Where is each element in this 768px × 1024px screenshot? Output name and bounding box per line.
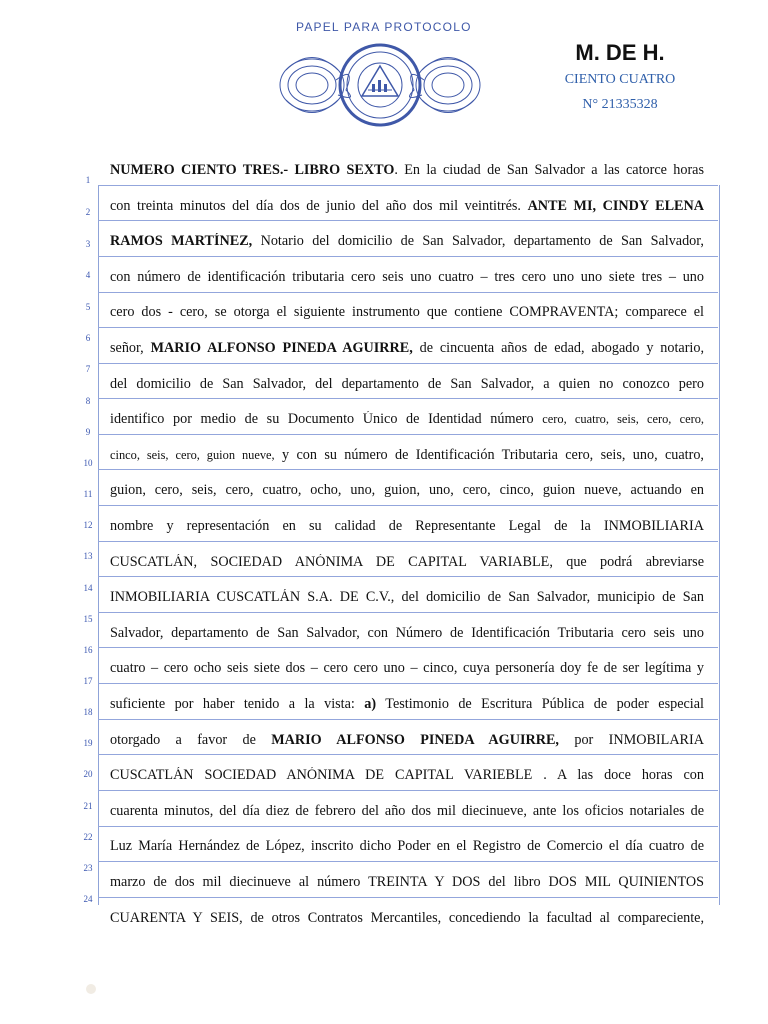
line-number: 12 xyxy=(83,520,93,530)
body-text: CUSCATLÁN, SOCIEDAD ANÓNIMA DE CAPITAL VARIABLE, que podrá abreviarse xyxy=(110,553,704,570)
body-text: Salvador, departamento de San Salvador, con Número de Identificación Tributaria cero seis uno xyxy=(110,624,704,641)
paper-title: PAPEL PARA PROTOCOLO xyxy=(296,20,472,34)
serial-number: N° 21335328 xyxy=(582,97,658,112)
body-text: Luz María Hernández de López, inscrito dicho Poder en el Registro de Comercio el día cuatro de xyxy=(110,838,704,855)
line-number: 4 xyxy=(85,270,91,280)
line-number: 7 xyxy=(85,364,91,374)
text-line xyxy=(110,482,704,498)
text-line xyxy=(110,625,704,641)
ruled-line xyxy=(98,790,718,791)
text-line xyxy=(110,233,704,249)
text-line xyxy=(110,447,704,463)
body-text: por INMOBILARIA xyxy=(558,731,704,748)
ruled-line xyxy=(98,185,718,186)
text-line xyxy=(110,589,704,605)
ruled-line xyxy=(98,398,718,399)
body-text: INMOBILIARIA CUSCATLÁN S.A. DE C.V., del domicilio de San Salvador, municipio de San xyxy=(110,589,704,606)
ruled-line xyxy=(98,826,718,827)
bold-text: MARIO ALFONSO PINEDA AGUIRRE, xyxy=(150,340,413,356)
text-line xyxy=(110,874,704,890)
ruled-line xyxy=(98,754,718,755)
text-line xyxy=(110,767,704,783)
text-line xyxy=(110,803,704,819)
line-number: 22 xyxy=(83,832,93,842)
body-text: otorgado a favor de xyxy=(110,731,272,748)
text-line xyxy=(110,340,704,356)
ruled-line xyxy=(98,612,718,613)
text-line xyxy=(110,554,704,570)
body-text: . En la ciudad de San Salvador a las catorce horas xyxy=(394,162,704,178)
line-number: 13 xyxy=(83,551,93,561)
body-text: cero, cuatro, seis, cero, cero, xyxy=(542,412,704,427)
body-text: nombre y representación en su calidad de Representante Legal de la INMOBILIARIA xyxy=(110,518,704,534)
coat-of-arms-seal-icon xyxy=(276,40,484,130)
text-line xyxy=(110,838,704,854)
text-line xyxy=(110,198,704,214)
text-line xyxy=(110,660,704,676)
body-text: cuarenta minutos, del día diez de febrero del año dos mil diecinueve, ante los oficios notariales de xyxy=(110,802,704,819)
body-text: cinco, seis, cero, guion nueve, xyxy=(110,447,275,462)
body-text: cero dos - cero, se otorga el siguiente instrumento que contiene COMPRAVENTA; comparece el xyxy=(110,304,704,321)
ruled-line xyxy=(98,541,718,542)
ruled-line xyxy=(98,363,718,364)
ruled-line xyxy=(98,327,718,328)
text-line xyxy=(110,696,704,712)
stain-mark xyxy=(86,984,96,994)
ruled-line xyxy=(98,683,718,684)
text-line xyxy=(110,910,704,926)
body-text: señor, xyxy=(110,340,151,356)
text-line xyxy=(110,518,704,534)
line-number: 3 xyxy=(85,239,91,249)
body-text: con treinta minutos del día dos de junio del año dos mil veintitrés. xyxy=(110,197,528,214)
line-number: 19 xyxy=(83,738,93,748)
text-line xyxy=(110,376,704,392)
ruled-line xyxy=(98,505,718,506)
line-number: 1 xyxy=(85,175,91,185)
bold-text: RAMOS MARTÍNEZ, xyxy=(110,233,253,250)
line-number: 9 xyxy=(85,427,91,437)
ruled-line xyxy=(98,897,718,898)
text-line xyxy=(110,732,704,748)
text-line xyxy=(110,411,704,427)
body-text: de cincuenta años de edad, abogado y notario, xyxy=(412,340,704,356)
ruled-line xyxy=(98,861,718,862)
body-text: guion, cero, seis, cero, cuatro, ocho, uno, guion, uno, cero, cinco, guion nueve, actuando en xyxy=(110,482,704,499)
bold-text: a) xyxy=(364,696,377,712)
line-number: 10 xyxy=(83,458,93,468)
ruled-line xyxy=(98,647,718,648)
ruled-line xyxy=(98,719,718,720)
ruled-line xyxy=(98,256,718,257)
bold-text: NUMERO CIENTO TRES.- LIBRO SEXTO xyxy=(110,162,395,178)
body-text: Notario del domicilio de San Salvador, departamento de San Salvador, xyxy=(252,233,704,250)
line-number: 11 xyxy=(83,489,93,499)
body-text: del domicilio de San Salvador, del departamento de San Salvador, a quien no conozco pero xyxy=(110,375,704,392)
body-text: marzo de dos mil diecinueve al número TREINTA Y DOS del libro DOS MIL QUINIENTOS xyxy=(110,874,704,890)
ruled-line xyxy=(98,292,718,293)
text-line xyxy=(110,162,704,178)
line-number: 2 xyxy=(85,207,91,217)
line-number: 23 xyxy=(83,863,93,873)
ruled-line xyxy=(98,220,718,221)
body-text: Testimonio de Escritura Pública de poder especial xyxy=(376,696,704,712)
body-text: y con su número de Identificación Tributaria cero, seis, uno, cuatro, xyxy=(274,446,704,463)
body-text: cuatro – cero ocho seis siete dos – cero cero uno – cinco, cuya personería doy fe de ser legítima y xyxy=(110,660,704,677)
line-number: 5 xyxy=(85,302,91,312)
serial-words: CIENTO CUATRO xyxy=(564,72,676,87)
line-number: 21 xyxy=(83,801,93,811)
bold-text: MARIO ALFONSO PINEDA AGUIRRE, xyxy=(271,731,559,748)
line-number: 17 xyxy=(83,676,93,686)
body-text: CUARENTA Y SEIS, de otros Contratos Mercantiles, concediendo la facultad al compareciente, xyxy=(110,909,704,926)
text-line xyxy=(110,304,704,320)
line-number: 6 xyxy=(85,333,91,343)
bold-text: ANTE MI, CINDY ELENA xyxy=(527,197,704,214)
body-text: suficiente por haber tenido a la vista: xyxy=(110,696,365,712)
line-number: 8 xyxy=(85,396,91,406)
protocol-frame xyxy=(98,185,720,905)
body-text: identifico por medio de su Documento Único de Identidad número xyxy=(110,411,543,428)
text-line xyxy=(110,269,704,285)
line-number: 15 xyxy=(83,614,93,624)
body-text: con número de identificación tributaria cero seis uno cuatro – tres cero uno uno siete tres – uno xyxy=(110,268,704,285)
body-text: CUSCATLÁN SOCIEDAD ANÓNIMA DE CAPITAL VARIEBLE . A las doce horas con xyxy=(110,767,704,784)
ruled-line xyxy=(98,469,718,470)
ruled-line xyxy=(98,576,718,577)
line-number: 24 xyxy=(83,894,93,904)
ministry-label: M. DE H. xyxy=(575,40,665,65)
line-number: 20 xyxy=(83,769,93,779)
line-number: 14 xyxy=(83,583,93,593)
line-number: 18 xyxy=(83,707,93,717)
line-number: 16 xyxy=(83,645,93,655)
ruled-line xyxy=(98,434,718,435)
